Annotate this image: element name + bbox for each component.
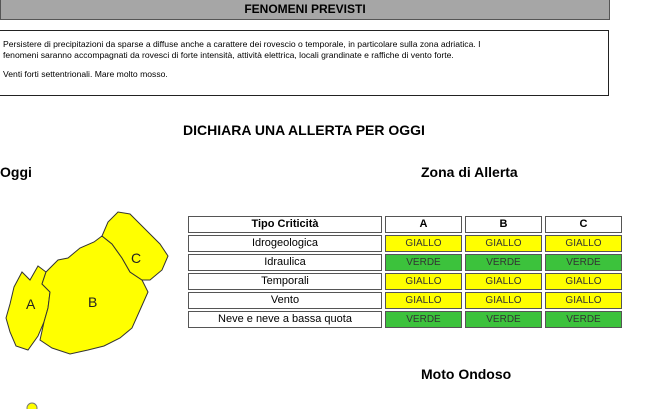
- table-row: [188, 235, 622, 252]
- map-label-a: A: [26, 296, 36, 312]
- fenomeni-text-box: [0, 30, 609, 96]
- row-tipo: Idrogeologica: [188, 235, 382, 252]
- alert-title: DICHIARA UNA ALLERTA PER OGGI: [183, 122, 425, 138]
- status-cell: GIALLO: [465, 273, 542, 290]
- wave-marker-icon: [25, 401, 39, 409]
- row-tipo: Vento: [188, 292, 382, 309]
- fenomeni-line-1b: fenomeni saranno accompagnati da rovesci di forte intensità, attività elettrica, locali grandinate e raffiche di vento forte.: [3, 50, 454, 60]
- status-cell: GIALLO: [545, 235, 622, 252]
- row-tipo: Neve e neve a bassa quota: [188, 311, 382, 328]
- status-cell: GIALLO: [545, 273, 622, 290]
- status-cell: GIALLO: [465, 235, 542, 252]
- status-cell: GIALLO: [385, 292, 462, 309]
- table-row: [188, 254, 622, 271]
- status-cell: GIALLO: [465, 292, 542, 309]
- table-row: [188, 311, 622, 328]
- alert-table-header: [188, 216, 622, 233]
- region-map: [0, 200, 180, 360]
- header-tipo: Tipo Criticità: [188, 216, 382, 233]
- table-row: [188, 292, 622, 309]
- status-cell: VERDE: [465, 254, 542, 271]
- status-cell: VERDE: [545, 254, 622, 271]
- status-cell: VERDE: [545, 311, 622, 328]
- row-tipo: Temporali: [188, 273, 382, 290]
- status-cell: GIALLO: [385, 235, 462, 252]
- moto-ondoso-label: Moto Ondoso: [421, 366, 512, 382]
- status-cell: VERDE: [385, 254, 462, 271]
- fenomeni-venti: Venti forti settentrionali. Mare molto mosso.: [3, 69, 168, 79]
- alert-table: [185, 214, 625, 330]
- fenomeni-paragraph: [3, 39, 608, 61]
- zona-allerta-label: Zona di Allerta: [421, 164, 518, 180]
- status-cell: VERDE: [385, 311, 462, 328]
- map-label-b: B: [88, 294, 98, 310]
- fenomeni-header: FENOMENI PREVISTI: [0, 0, 610, 20]
- header-zone-b: B: [465, 216, 542, 233]
- oggi-label: Oggi: [0, 164, 32, 180]
- fenomeni-line-1a: Persistere di precipitazioni da sparse a diffuse anche a carattere dei rovescio o temporale, in particolare sulla zona adriatica. I: [3, 39, 481, 49]
- header-zone-c: C: [545, 216, 622, 233]
- status-cell: GIALLO: [385, 273, 462, 290]
- status-cell: VERDE: [465, 311, 542, 328]
- table-row: [188, 273, 622, 290]
- row-tipo: Idraulica: [188, 254, 382, 271]
- status-cell: GIALLO: [545, 292, 622, 309]
- header-zone-a: A: [385, 216, 462, 233]
- map-label-c: C: [131, 250, 142, 266]
